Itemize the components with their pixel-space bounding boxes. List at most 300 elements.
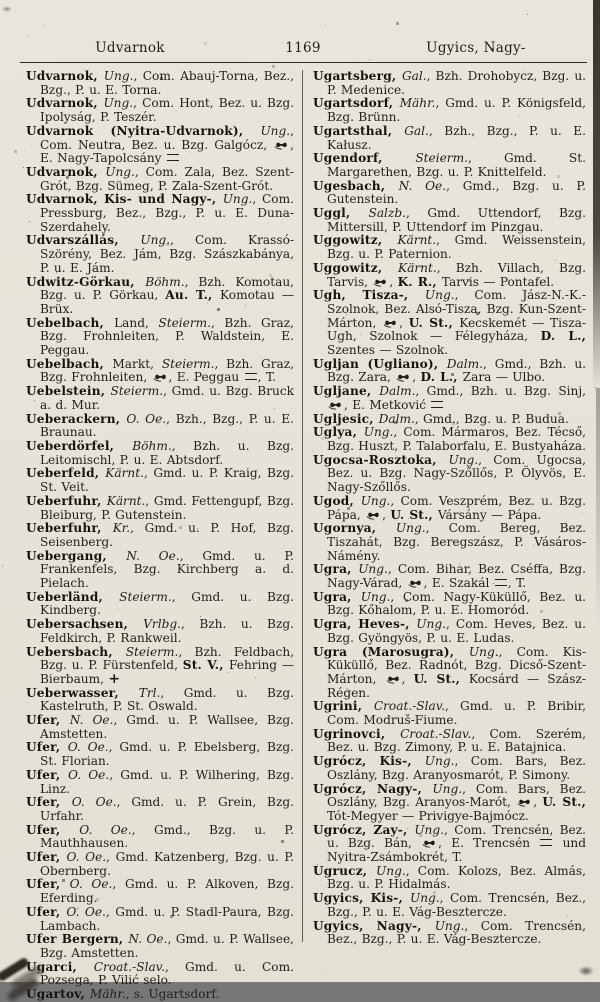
- entry-headword: Au. T.,: [165, 288, 221, 303]
- entry-headword: Ueberwasser,: [26, 685, 139, 700]
- gazetteer-entry: [26, 193, 294, 234]
- entry-text: , Gmd. u. P. Hof, Bzg. Seisenberg.: [40, 521, 294, 549]
- region-abbr: O. Oe.: [71, 795, 117, 810]
- entry-text: , Com. Pressburg, Bez., Bzg., P. u. E. Duna-Szerdahely.: [40, 192, 294, 234]
- entry-headword: St. V.,: [182, 658, 230, 673]
- entry-headword: Udvarnok,: [26, 96, 104, 111]
- gazetteer-entry: [313, 591, 586, 618]
- entry-text: ,: [399, 315, 409, 330]
- entry-text: ,: [382, 507, 391, 522]
- gazetteer-entry: [26, 317, 294, 358]
- gazetteer-entry: [313, 413, 586, 427]
- region-abbr: O. Oe.: [79, 822, 132, 837]
- entry-text: ,: [412, 370, 421, 385]
- entry-headword: Ugljesic,: [313, 411, 379, 426]
- gazetteer-entry: [313, 646, 586, 701]
- entry-headword: Uebersbach,: [26, 644, 126, 659]
- entry-text: , Com. Krassó-Szörény, Bez. Jám, Bzg. Szászkabánya, P. u. E. Jám.: [40, 233, 294, 275]
- telegraph-icon: [245, 373, 257, 380]
- region-abbr: Ung.: [105, 164, 135, 179]
- entry-headword: Ugra,: [313, 562, 359, 577]
- entry-headword: Ugyics, Kis-,: [313, 891, 410, 906]
- entry-text: , E. Metković: [344, 397, 431, 412]
- region-abbr: Ung.: [448, 452, 479, 467]
- gazetteer-entry: [313, 783, 586, 824]
- entry-text: Kocsárd — Szász-Régen.: [327, 671, 586, 700]
- gazetteer-entry: [313, 865, 586, 892]
- entry-text: , Gmd., Bzg. u. P. Mauthhausen.: [40, 822, 294, 851]
- entry-headword: Uggl,: [313, 206, 369, 221]
- region-abbr: Ung.: [222, 192, 253, 207]
- entry-text: , Com. Neutra, Bez. u. Bzg. Galgócz,: [40, 123, 294, 152]
- entry-headword: Ugrócz, Zay-,: [313, 822, 415, 837]
- entry-text: ,: [533, 795, 543, 810]
- entry-headword: Udvarnok,: [26, 69, 104, 83]
- entry-text: und Nyitra-Zsámbokrét, T.: [327, 836, 586, 865]
- right-column: [313, 70, 586, 954]
- gazetteer-entry: [313, 97, 586, 124]
- gazetteer-entry: [26, 97, 294, 124]
- region-abbr: Ung.: [103, 96, 134, 111]
- entry-text: , Gmd., Bzg. u. P. Budua.: [414, 411, 569, 426]
- entry-text: , E. Trencsén: [438, 836, 540, 851]
- gazetteer-entry: [26, 591, 294, 618]
- region-abbr: N. Oe.: [126, 548, 180, 563]
- entry-text: Komotau — Brüx.: [40, 288, 295, 316]
- region-abbr: Steierm.: [161, 356, 215, 371]
- entry-text: , Com. Trencsén, Bez., Bzg., P. u. E. Vág-Besztercze.: [327, 891, 586, 919]
- entry-text: , Com. Bihar, Bez. Cséffa, Bzg. Nagy-Várad,: [327, 562, 586, 591]
- entry-headword: Ugra, Heves-,: [313, 617, 417, 632]
- gazetteer-entry: [313, 262, 586, 289]
- entry-text: Kecskemét — Tisza-Ugh, Szolnok — Félegyháza,: [327, 315, 586, 344]
- entry-headword: U. St.,: [542, 795, 586, 810]
- entry-text: , s. Ugartsdorf.: [125, 987, 220, 1002]
- entry-text: , Gmd. u. P. Wallsee, Bzg. Amstetten.: [40, 713, 294, 741]
- entry-text: , Com. Szerém, Bez. u. Bzg. Zimony, P. u. E. Batajnica.: [327, 726, 586, 755]
- posthorn-icon: [372, 275, 389, 289]
- region-abbr: Steierm.: [110, 384, 164, 399]
- entry-text: Szentes — Szolnok.: [327, 343, 449, 358]
- region-abbr: Ung.: [424, 754, 455, 769]
- gazetteer-entry: [313, 234, 586, 261]
- entry-text: , Gmd. u. P. Königsfeld, Bzg. Brünn.: [327, 96, 586, 125]
- gazetteer-entry: [26, 961, 294, 988]
- entry-text: , Gmd. u. P. Stadl-Paura, Bzg. Lambach.: [40, 904, 294, 933]
- entry-text: , Com. Bars, Bez. Oszlány, Bzg. Aranyosmarót, P. Simony.: [327, 754, 586, 782]
- entry-headword: Ufer,: [26, 904, 67, 919]
- gazetteer-entry: [313, 180, 586, 207]
- gazetteer-entry: [26, 824, 294, 851]
- gazetteer-entry: [26, 646, 294, 687]
- entry-text: , Com. Bereg, Bez. Tiszahát, Bzg. Beregszász, P. Vásáros-Námény.: [327, 521, 586, 563]
- entry-text: , Gmd., Bzh. u. Bzg. Sinj,: [415, 384, 586, 399]
- region-abbr: Salzb.: [368, 206, 406, 221]
- gazetteer-entry: [26, 276, 294, 317]
- region-abbr: N. Oe.: [128, 932, 168, 947]
- region-abbr: Kärnt.: [398, 260, 437, 275]
- gazetteer-entry: [313, 892, 586, 919]
- entry-text: , Bzh. Graz, Bzg. Frohnleiten, P. Waldstein, E. Peggau.: [40, 315, 294, 358]
- entry-headword: Ueberländ,: [26, 589, 120, 604]
- entry-text: , Gmd. Uttendorf, Bzg. Mittersill, P. Uttendorf im Pinzgau.: [327, 206, 586, 234]
- entry-headword: Uebersachsen,: [26, 617, 144, 632]
- entry-text: , Bzh. Feldbach, Bzg. u. P. Fürstenfeld,: [40, 644, 294, 673]
- scan-edge-shadow: [593, 0, 600, 390]
- entry-text: , Com. Abauj-Torna, Bez., Bzg., P. u. E. Torna.: [40, 69, 295, 97]
- region-abbr: Ung.: [395, 521, 426, 536]
- entry-text: , Gmd. Fettengupf, Bzg. Bleiburg, P. Gutenstein.: [40, 493, 294, 522]
- gazetteer-entry: [26, 125, 294, 166]
- region-abbr: Croat.-Slav.: [373, 699, 446, 714]
- region-abbr: Gal.: [401, 69, 427, 83]
- entry-headword: Ugljan (Ugliano),: [313, 356, 447, 371]
- entry-headword: Ueberfuhr,: [26, 521, 113, 536]
- entry-headword: Ugyics, Nagy-,: [313, 918, 435, 933]
- region-abbr: Ung.: [103, 69, 134, 83]
- entry-text: , Gmd. u. Bzg. Bruck a. d. Mur.: [40, 384, 294, 412]
- region-abbr: Ung.: [432, 781, 463, 796]
- region-abbr: N. Oe.: [69, 713, 114, 728]
- entry-headword: Ugocsa-Rosztoka,: [313, 452, 449, 467]
- telegraph-icon: [167, 154, 179, 161]
- ink-smudge-top-left: [2, 6, 12, 12]
- entry-headword: Ueberfuhr,: [26, 493, 107, 508]
- gazetteer-entry: [313, 125, 586, 152]
- entry-text: , Gmd. Weissenstein, Bzg. u. P. Paternion.: [327, 233, 586, 262]
- entry-headword: Uebelstein,: [26, 384, 111, 399]
- entry-headword: Ugrucz,: [313, 863, 377, 878]
- region-abbr: Vrlbg.: [143, 617, 181, 632]
- header-rule: [20, 62, 587, 63]
- region-abbr: Ung.: [409, 891, 440, 906]
- entry-headword: Ufer,: [26, 795, 72, 810]
- entry-headword: Ufer,: [26, 822, 80, 837]
- entry-text: , Gmd., Bzh. u. Bzg. Zara,: [327, 356, 586, 385]
- entry-text: , Gmd. u. Com. Pozsega, P. Vilić selo.: [40, 959, 294, 988]
- gazetteer-entry: [26, 741, 294, 768]
- ink-smudge-bottom-right: [578, 966, 594, 976]
- entry-headword: K. R.,: [397, 274, 442, 289]
- entry-headword: Udvarszállás,: [26, 233, 141, 248]
- telegraph-icon: [431, 401, 443, 408]
- entry-headword: Udvarnok, Kis- und Nagy-,: [26, 192, 223, 207]
- entry-headword: Uebergang,: [26, 548, 127, 563]
- posthorn-icon: [327, 398, 344, 412]
- region-abbr: Mähr.: [89, 987, 126, 1002]
- gazetteer-entry: [313, 152, 586, 179]
- left-column: [26, 69, 295, 1002]
- posthorn-icon: [395, 370, 412, 384]
- entry-headword: Ugornya,: [313, 521, 396, 536]
- entry-text: Tarvis — Pontafel.: [441, 274, 555, 289]
- entry-text: Land,: [114, 315, 159, 330]
- gazetteer-entry: [26, 687, 294, 714]
- region-abbr: Steierm.: [125, 644, 179, 659]
- gazetteer-entry: [26, 851, 294, 878]
- cross-icon: +: [108, 670, 121, 687]
- entry-headword: Ufer,: [26, 850, 67, 865]
- entry-text: , T.: [257, 370, 277, 385]
- entry-headword: Ugra,: [313, 589, 361, 604]
- entry-text: , Com. Nagy-Küküllő, Bez. u. Bzg. Kőhalom, P. u. E. Homoród.: [327, 589, 586, 618]
- region-abbr: O. Oe.: [126, 411, 167, 426]
- posthorn-icon: [407, 576, 424, 590]
- entry-text: Zara — Ulbo.: [462, 370, 546, 385]
- entry-text: , Gmd., Bzg. u. P. Gutenstein.: [327, 178, 586, 207]
- gazetteer-entry: [26, 988, 294, 1002]
- region-abbr: O. Oe.: [67, 740, 109, 755]
- entry-text: , Gmd. u. Bzg. Kindberg.: [40, 589, 295, 618]
- entry-headword: Udvarnok,: [26, 164, 106, 179]
- gazetteer-entry: [26, 385, 294, 412]
- entry-headword: Ugljane,: [313, 384, 380, 399]
- entry-text: , Bzh. Graz, Bzg. Frohnleiten,: [40, 356, 294, 385]
- entry-text: , Com. Mármaros, Bez. Técső, Bzg. Huszt, P. Talaborfalu, E. Bustyaháza.: [327, 425, 586, 453]
- gazetteer-entry: [26, 467, 294, 494]
- entry-headword: D. L.,: [540, 329, 586, 344]
- entry-text: , Gmd. u. P. Grein, Bzg. Urfahr.: [40, 795, 294, 823]
- posthorn-icon: [421, 836, 438, 850]
- region-abbr: Ung.: [416, 617, 446, 632]
- running-head: [20, 40, 586, 56]
- gazetteer-entry: [313, 358, 586, 385]
- entry-headword: U. St.,: [408, 315, 460, 330]
- entry-text: , Gmd. u. P. Wallsee, Bzg. Amstetten.: [40, 932, 294, 960]
- region-abbr: Ung.: [468, 644, 499, 659]
- region-abbr: Ung.: [414, 822, 445, 837]
- gazetteer-entry: [26, 495, 294, 522]
- entry-text: , Com. Trencsén, Bez. u. Bzg. Bán,: [327, 822, 586, 851]
- entry-headword: Ueberdörfel,: [26, 438, 133, 453]
- region-abbr: Dalm.: [379, 384, 416, 399]
- gazetteer-entry: [26, 70, 294, 97]
- region-abbr: O. Oe.: [66, 850, 107, 865]
- gazetteer-entry: [313, 522, 586, 563]
- entry-headword: U. St.,: [413, 671, 469, 686]
- entry-headword: Uggowitz,: [313, 233, 398, 248]
- gazetteer-entry: [313, 700, 586, 727]
- entry-headword: Ugarci,: [26, 959, 94, 974]
- region-abbr: Ung.: [140, 233, 171, 248]
- gazetteer-entry: [26, 769, 294, 796]
- entry-headword: Uglya,: [313, 425, 364, 440]
- gazetteer-entry: [313, 426, 586, 453]
- region-abbr: Mähr.: [399, 96, 436, 111]
- region-abbr: Kärnt.: [106, 493, 146, 508]
- gazetteer-entry: [26, 358, 294, 385]
- region-abbr: Kärnt.: [105, 466, 144, 481]
- region-abbr: Ung.: [360, 589, 391, 604]
- entry-text: , Bzh. Drohobycz, Bzg. u. P. Medenice.: [327, 69, 586, 97]
- entry-headword: Udvarnok (Nyitra-Udvarnok),: [26, 123, 261, 138]
- entry-text: Fehring — Bierbaum,: [40, 658, 294, 686]
- entry-text: , Gmd. u. Bzg. Kastelruth, P. St. Oswald.: [40, 685, 295, 714]
- entry-headword: U. St.,: [390, 507, 438, 522]
- entry-headword: Uggowitz,: [313, 260, 399, 275]
- entry-headword: D. L.,: [420, 370, 463, 385]
- entry-headword: Ugartsdorf,: [313, 96, 400, 111]
- entry-text: , Com. Bars, Bez. Oszlány, Bzg. Aranyos-Marót,: [327, 781, 587, 810]
- region-abbr: Böhm.: [145, 274, 185, 289]
- entry-text: , Bzh. u. Bzg. Feldkirch, P. Rankweil.: [40, 617, 295, 645]
- entry-headword: Ugartsberg,: [313, 69, 402, 83]
- region-abbr: Ung.: [424, 288, 455, 303]
- region-abbr: O. Oe.: [67, 767, 110, 782]
- region-abbr: Trl.: [138, 685, 161, 700]
- running-head-right: Ugyics, Nagy-: [426, 40, 526, 56]
- region-abbr: O. Oe.: [66, 904, 106, 919]
- entry-text: Vársány — Pápa.: [437, 507, 542, 522]
- posthorn-icon: [152, 370, 169, 384]
- text-columns: [26, 69, 587, 1002]
- gazetteer-entry: [26, 440, 294, 467]
- entry-text: , Bzh. Komotau, Bzg. u. P. Görkau,: [40, 274, 294, 303]
- entry-text: , Gmd. Katzenberg, Bzg. u. P. Obernberg.: [40, 850, 294, 878]
- entry-text: , Bzh. Villach, Bzg. Tarvis,: [327, 260, 586, 289]
- entry-text: , E. Szakál: [423, 576, 494, 591]
- entry-text: , Gmd. St. Margarethen, Bzg. u. P. Knittelfeld.: [327, 151, 586, 179]
- scan-noise-speckles: [0, 0, 1, 1]
- entry-text: , Com. Jász-N.-K.-Szolnok, Bez. Alsó-Tisza, Bzg. Kun-Szent-Márton,: [327, 288, 586, 330]
- gazetteer-entry: [313, 495, 586, 522]
- posthorn-icon: [382, 316, 399, 330]
- region-abbr: Böhm.: [132, 438, 172, 453]
- entry-headword: Ufer Bergern,: [26, 932, 129, 947]
- gazetteer-entry: [313, 454, 586, 495]
- entry-headword: Ugartov,: [26, 987, 90, 1002]
- gazetteer-entry: [26, 550, 294, 591]
- gazetteer-entry: [313, 207, 586, 234]
- region-abbr: Kr.: [112, 521, 131, 536]
- entry-text: Markt,: [112, 356, 162, 371]
- region-abbr: Steierm.: [415, 151, 468, 166]
- gazetteer-entry: [313, 728, 586, 755]
- gazetteer-entry: [313, 618, 586, 645]
- gazetteer-entry: [26, 714, 294, 741]
- entry-text: , E. Nagy-Tapolcsány: [40, 137, 294, 166]
- entry-text: , Gmd. u. P. Bribir, Com. Modruš-Fiume.: [327, 699, 586, 728]
- region-abbr: Ung.: [376, 863, 406, 878]
- entry-text: , Gmd. u. P. Ebelsberg, Bzg. St. Florian.: [40, 740, 295, 769]
- entry-text: , Com. Heves, Bez. u. Bzg. Gyöngyös, P. u. E. Ludas.: [327, 617, 586, 645]
- region-abbr: Ung.: [434, 918, 465, 933]
- entry-text: , Gmd. u. P. Kraig, Bzg. St. Veit.: [40, 466, 294, 495]
- gazetteer-entry: [313, 563, 586, 590]
- page-number: 1169: [285, 40, 321, 56]
- gazetteer-entry: [26, 618, 294, 645]
- region-abbr: Ung.: [260, 123, 291, 138]
- entry-text: , Com. Trencsén, Bez., Bzg., P. u. E. Vág-Besztercze.: [327, 918, 586, 947]
- entry-text: , Com. Ugocsa, Bez. u. Bzg. Nagy-Szőllős, P. Ölyvös, E. Nagy-Szőllős.: [327, 452, 586, 495]
- entry-headword: Ufer,: [26, 740, 68, 755]
- gazetteer-entry: [313, 289, 586, 358]
- entry-text: , Bzh., Bzg., P. u. E. Kałusz.: [327, 123, 586, 152]
- gazetteer-entry: [26, 906, 294, 933]
- entry-headword: Uebelbach,: [26, 315, 115, 330]
- entry-headword: Ufer,: [26, 767, 68, 782]
- telegraph-icon: [495, 579, 507, 586]
- telegraph-icon: [540, 839, 552, 846]
- entry-text: , T.: [507, 576, 527, 591]
- posthorn-icon: [385, 672, 402, 686]
- entry-headword: Ueberfeld,: [26, 466, 106, 481]
- entry-headword: Ugrócz, Kis-,: [313, 754, 425, 769]
- entry-text: Tót-Megyer — Privigye-Bajmócz.: [327, 808, 529, 823]
- region-abbr: Ung.: [363, 425, 394, 440]
- gazetteer-entry: [26, 522, 294, 549]
- entry-headword: Ugartsthal,: [313, 123, 405, 138]
- region-abbr: Gal.: [404, 123, 429, 138]
- region-abbr: Steierm.: [158, 315, 212, 330]
- gazetteer-entry: [26, 878, 294, 905]
- entry-headword: Ueberackern,: [26, 411, 127, 426]
- entry-text: , E. Peggau: [168, 370, 244, 385]
- gazetteer-entry: [313, 824, 586, 865]
- posthorn-icon: [365, 508, 382, 522]
- gazetteer-entry: [313, 385, 586, 412]
- posthorn-icon: [516, 795, 533, 809]
- entry-headword: Udwitz-Görkau,: [26, 274, 146, 289]
- entry-headword: Ufer,: [26, 713, 70, 728]
- entry-headword: Ugra (Marosugra),: [313, 644, 469, 659]
- entry-text: , Gmd. u. P. Alkoven, Bzg. Eferding.: [40, 877, 294, 906]
- scan-edge-shadow-faint: [596, 388, 600, 628]
- region-abbr: Ung.: [360, 493, 391, 508]
- region-abbr: Steierm.: [119, 589, 172, 604]
- entry-headword: Uebelbach,: [26, 356, 113, 371]
- gazetteer-entry: [26, 234, 294, 275]
- entry-text: , Com. Zala, Bez. Szent-Grót, Bzg. Sümeg, P. Zala-Szent-Grót.: [40, 164, 294, 193]
- region-abbr: Ung.: [358, 562, 388, 577]
- entry-headword: Ufer,: [26, 877, 70, 892]
- region-abbr: Dalm.: [446, 356, 483, 371]
- entry-headword: Ugod,: [313, 493, 361, 508]
- entry-text: , Com. Kolozs, Bez. Almás, Bzg. u. P. Hidalmás.: [327, 863, 587, 892]
- region-abbr: N. Oe.: [398, 178, 447, 193]
- region-abbr: O. Oe.: [69, 877, 113, 892]
- region-abbr: Croat.-Slav.: [400, 726, 472, 741]
- gazetteer-entry: [313, 70, 586, 97]
- entry-headword: Ugrócz, Nagy-,: [313, 781, 433, 796]
- posthorn-icon: [273, 138, 290, 152]
- running-head-left: Udvarnok: [95, 40, 165, 56]
- gazetteer-entry: [26, 933, 294, 960]
- gazetteer-entry: [313, 755, 586, 782]
- entry-text: , Bzh. u. Bzg. Leitomischl, P. u. E. Abtsdorf.: [40, 438, 294, 467]
- entry-text: , Com. Veszprém, Bez. u. Bzg. Pápa,: [327, 493, 586, 522]
- region-abbr: Kärnt.: [397, 233, 437, 248]
- entry-text: , Gmd. u. P. Frankenfels, Bzg. Kirchberg a. d. Pielach.: [40, 548, 295, 591]
- entry-text: , Com. Kis-Küküllő, Bez. Radnót, Bzg. Dicső-Szent-Márton,: [327, 644, 586, 686]
- entry-text: , Bzh., Bzg., P. u. E. Braunau.: [40, 411, 294, 440]
- entry-headword: Ugendorf,: [313, 151, 416, 166]
- region-abbr: Croat.-Slav.: [93, 959, 165, 974]
- region-abbr: Dalm.: [378, 411, 415, 426]
- entry-headword: Ugrinovci,: [313, 726, 401, 741]
- entry-text: , Gmd. u. P. Wilhering, Bzg. Linz.: [40, 767, 294, 796]
- gazetteer-entry: [26, 796, 294, 823]
- entry-headword: Ugrini,: [313, 699, 374, 714]
- gazetteer-entry: [26, 166, 294, 193]
- entry-headword: Ugesbach,: [313, 178, 399, 193]
- gazetteer-entry: [313, 920, 586, 947]
- entry-text: ,: [389, 274, 398, 289]
- entry-headword: Ugh, Tisza-,: [313, 288, 425, 303]
- entry-text: ,: [401, 671, 414, 686]
- entry-text: , Com. Hont, Bez. u. Bzg. Ipolyság, P. Teszér.: [40, 96, 294, 125]
- gazetteer-entry: [26, 413, 294, 440]
